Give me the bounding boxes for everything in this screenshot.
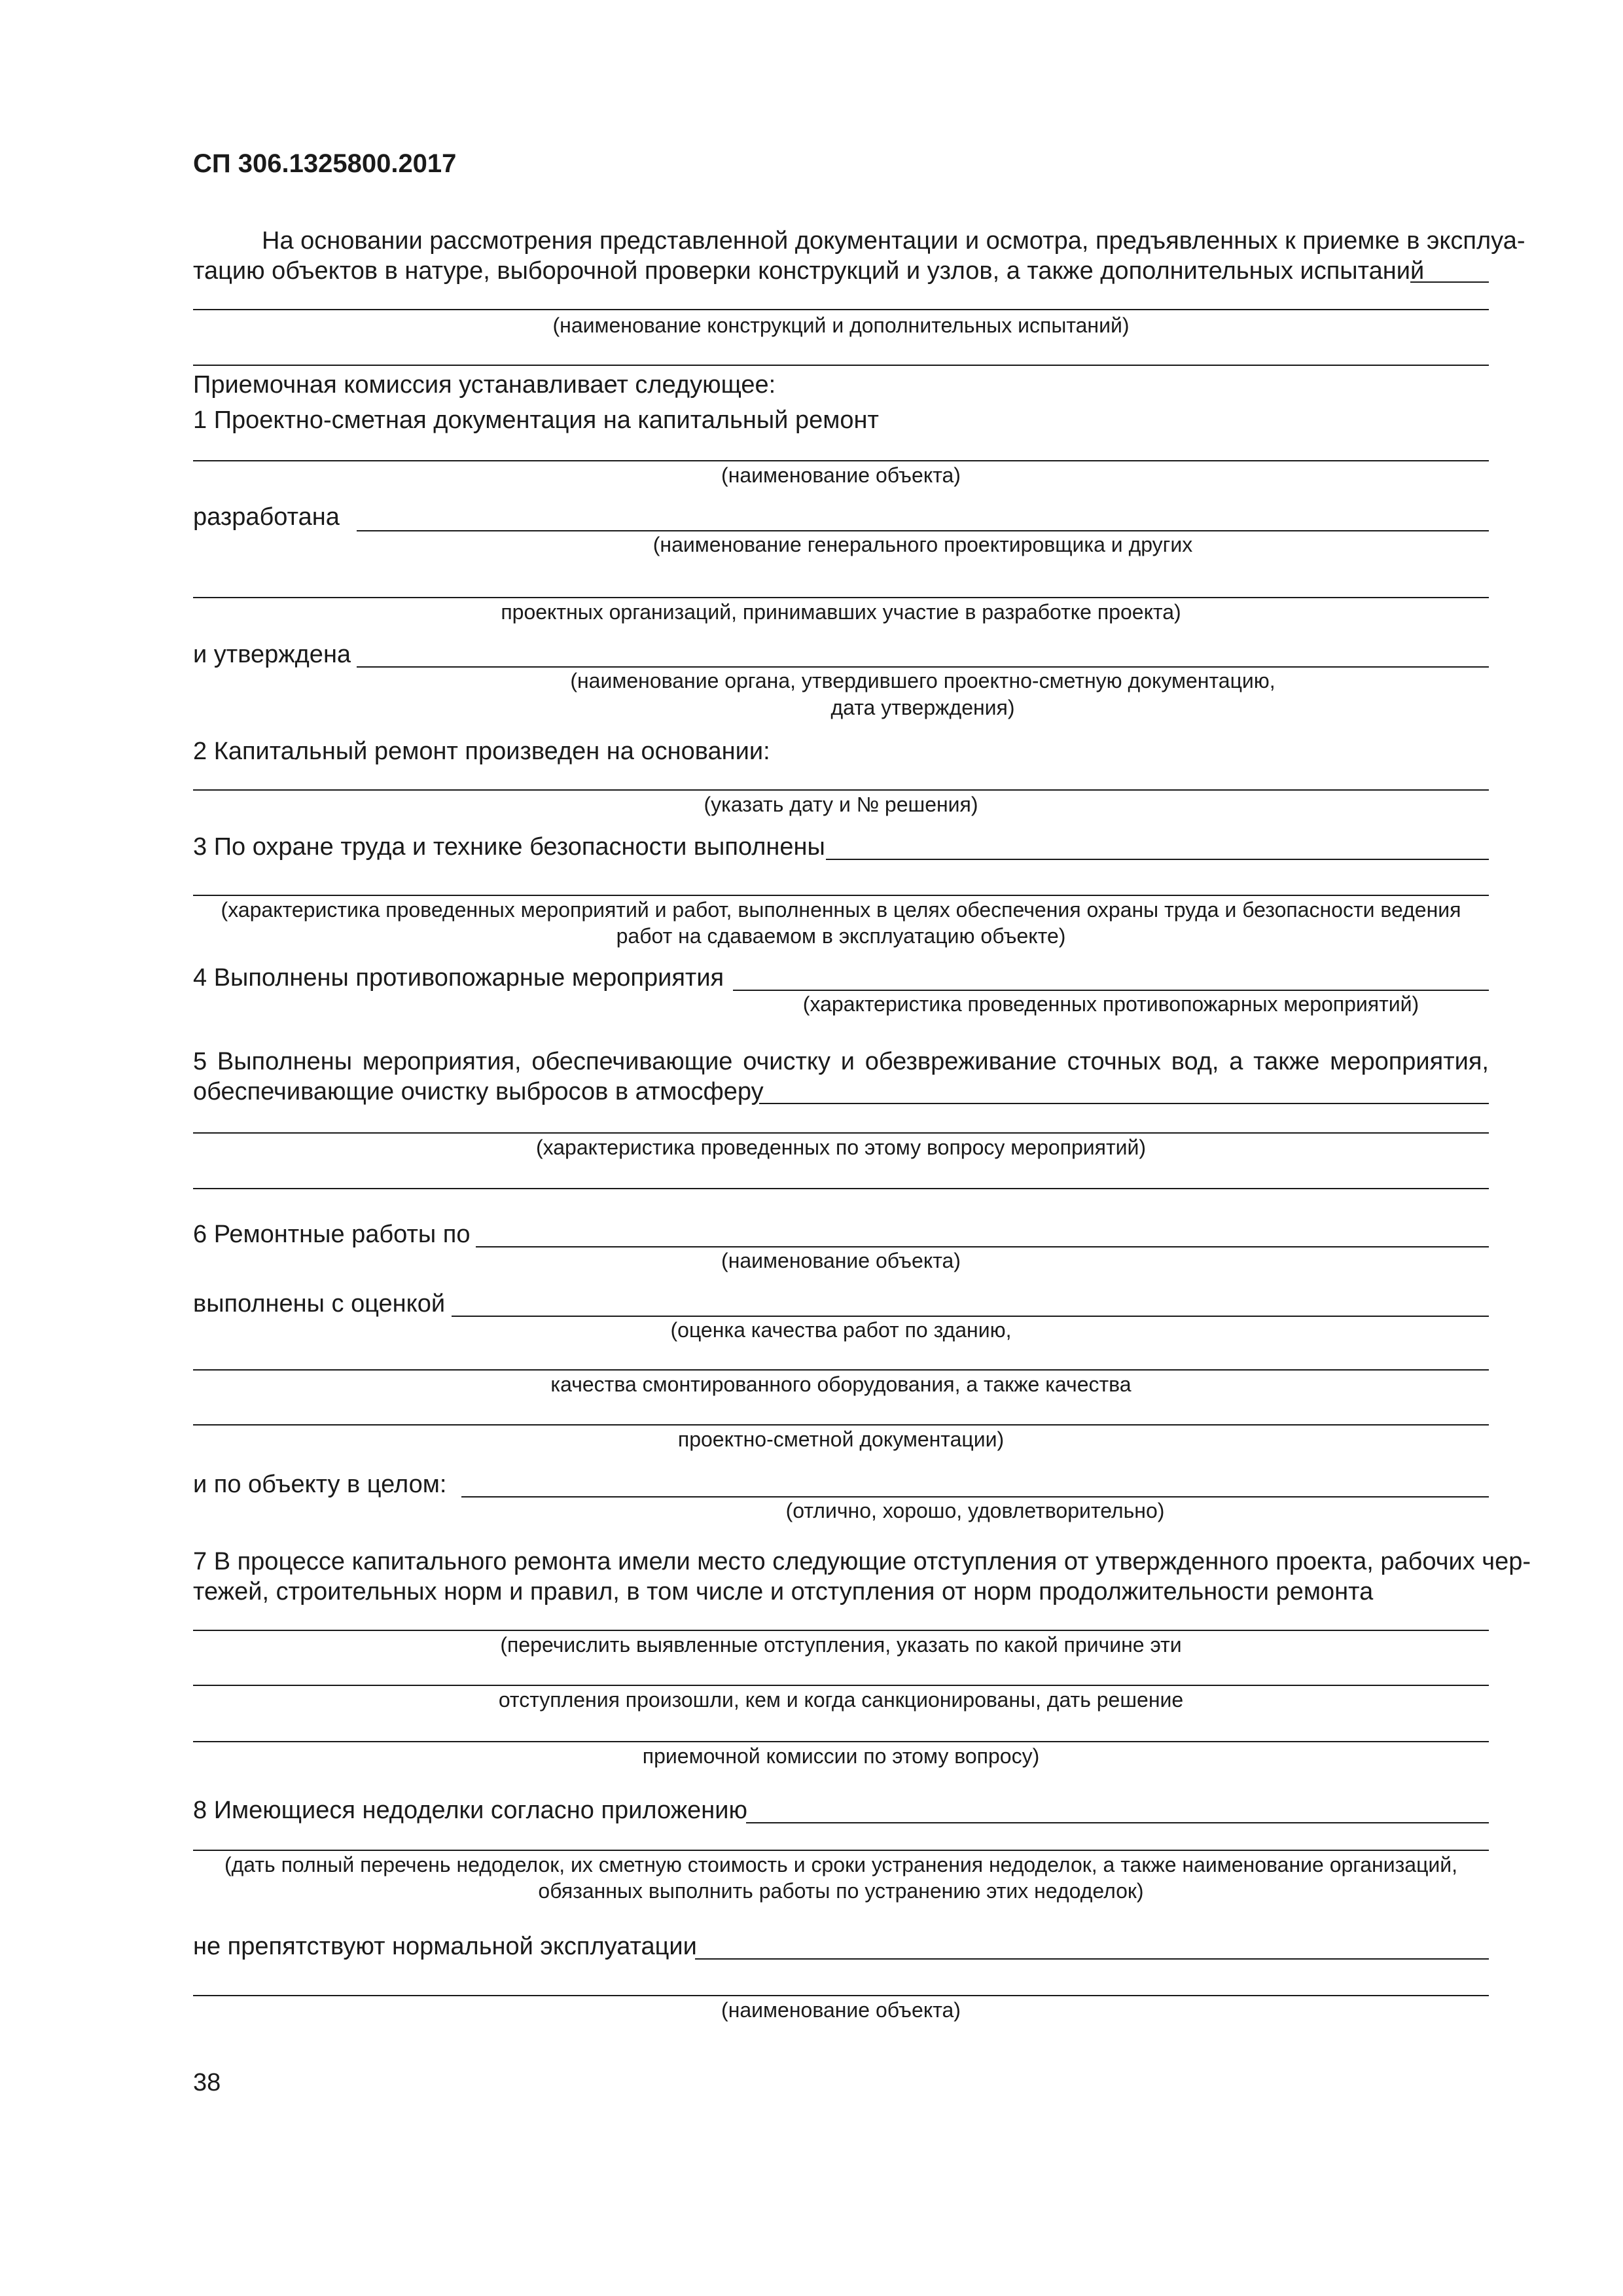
grade-fill-line-2[interactable] [193,1369,1489,1371]
item-6-fill-line[interactable] [476,1246,1489,1247]
overall-fill-line[interactable] [461,1496,1489,1498]
item-3-fill-line[interactable] [826,859,1489,860]
caption-approver-2: дата утверждения) [830,696,1015,719]
caption-defects-1: (дать полный перечень недоделок, их сметную стоимость и сроки устранения недоделок, а также наименование организаций, [224,1853,1458,1876]
developed-label: разработана [193,503,340,531]
intro-line-2: тацию объектов в натуре, выборочной проверки конструкций и узлов, а также дополнительных испытаний [193,257,1425,285]
grade-fill-line[interactable] [452,1316,1489,1317]
commission-heading: Приемочная комиссия устанавливает следующее: [193,371,776,399]
item-6-text: 6 Ремонтные работы по [193,1221,471,1248]
caption-safety-2: работ на сдаваемом в эксплуатацию объекте) [616,924,1066,948]
caption-deviations-1: (перечислить выявленные отступления, указать по какой причине эти [500,1633,1182,1657]
caption-deviations-3: приемочной комиссии по этому вопросу) [642,1744,1040,1768]
item-5-fill-line[interactable] [759,1103,1489,1104]
item-1-object-line[interactable] [193,460,1489,461]
caption-object-8: (наименование объекта) [721,1998,961,2022]
item-8-fill-line[interactable] [746,1822,1489,1823]
item-3-text: 3 По охране труда и технике безопасности выполнены [193,833,825,861]
caption-designer-1: (наименование генерального проектировщика и других [652,533,1193,556]
developed-fill-line[interactable] [357,530,1489,531]
caption-defects-2: обязанных выполнить работы по устранению этих недоделок) [538,1879,1144,1903]
constructions-fill-line[interactable] [193,309,1489,310]
item-4-fill-line[interactable] [733,990,1489,991]
item-7-fill-line[interactable] [193,1630,1489,1631]
item-2-text: 2 Капитальный ремонт произведен на основании: [193,738,770,765]
item-8-text: 8 Имеющиеся недоделки согласно приложению [193,1797,747,1824]
document-code: СП 306.1325800.2017 [193,149,457,178]
grade-fill-line-3[interactable] [193,1424,1489,1426]
no-obstacle-fill-line-2[interactable] [193,1995,1489,1996]
caption-designer-2: проектных организаций, принимавших участие в разработке проекта) [501,600,1181,624]
item-7-fill-line-2[interactable] [193,1685,1489,1686]
item-1-text: 1 Проектно-сметная документация на капитальный ремонт [193,406,879,434]
item-7-fill-line-3[interactable] [193,1741,1489,1742]
caption-decision: (указать дату и № решения) [704,793,978,816]
page-number: 38 [193,2069,221,2096]
grade-label: выполнены с оценкой [193,1290,446,1318]
caption-deviations-2: отступления произошли, кем и когда санкционированы, дать решение [498,1688,1184,1712]
overall-label: и по объекту в целом: [193,1471,447,1498]
item-8-fill-line-2[interactable] [193,1850,1489,1851]
item-4-text: 4 Выполнены противопожарные мероприятия [193,964,724,992]
item-3-fill-line-2[interactable] [193,895,1489,896]
intro-fill-line[interactable] [1410,281,1489,283]
caption-object-6: (наименование объекта) [721,1249,961,1272]
caption-constructions: (наименование конструкций и дополнительных испытаний) [552,314,1130,337]
caption-wastewater: (характеристика проведенных по этому вопросу мероприятий) [535,1136,1147,1159]
item-5-fill-line-3[interactable] [193,1188,1489,1189]
constructions-fill-line-2[interactable] [193,365,1489,366]
caption-grade-2: качества смонтированного оборудования, а также качества [550,1372,1132,1396]
caption-overall: (отлично, хорошо, удовлетворительно) [785,1499,1165,1522]
caption-object: (наименование объекта) [721,463,961,487]
item-5-line-2: обеспечивающие очистку выбросов в атмосферу [193,1078,764,1105]
caption-grade-3: проектно-сметной документации) [677,1427,1005,1451]
item-7-line-2: тежей, строительных норм и правил, в том числе и отступления от норм продолжительности ремонта [193,1578,1374,1605]
caption-approver-1: (наименование органа, утвердившего проектно-сметную документацию, [570,669,1275,692]
approved-fill-line[interactable] [357,666,1489,668]
item-2-fill-line[interactable] [193,789,1489,791]
caption-grade-1: (оценка качества работ по зданию, [670,1318,1012,1342]
item-7-line-1: 7 В процессе капитального ремонта имели место следующие отступления от утвержденного проекта, рабочих чер- [193,1548,1531,1575]
caption-safety-1: (характеристика проведенных мероприятий и работ, выполненных в целях обеспечения охраны труда и безопасности ведения [221,898,1461,922]
item-5-line-1: 5 Выполнены мероприятия, обеспечивающие очистку и обезвреживание сточных вод, а также мероприятия, [193,1048,1489,1075]
no-obstacle-fill-line[interactable] [695,1958,1489,1960]
intro-line-1: На основании рассмотрения представленной документации и осмотра, предъявленных к приемке в эксплуа- [262,227,1525,255]
item-5-fill-line-2[interactable] [193,1132,1489,1134]
approved-label: и утверждена [193,641,351,668]
caption-fire: (характеристика проведенных противопожарных мероприятий) [802,992,1419,1016]
designer-fill-line-2[interactable] [193,597,1489,598]
no-obstacle-label: не препятствуют нормальной эксплуатации [193,1933,697,1960]
